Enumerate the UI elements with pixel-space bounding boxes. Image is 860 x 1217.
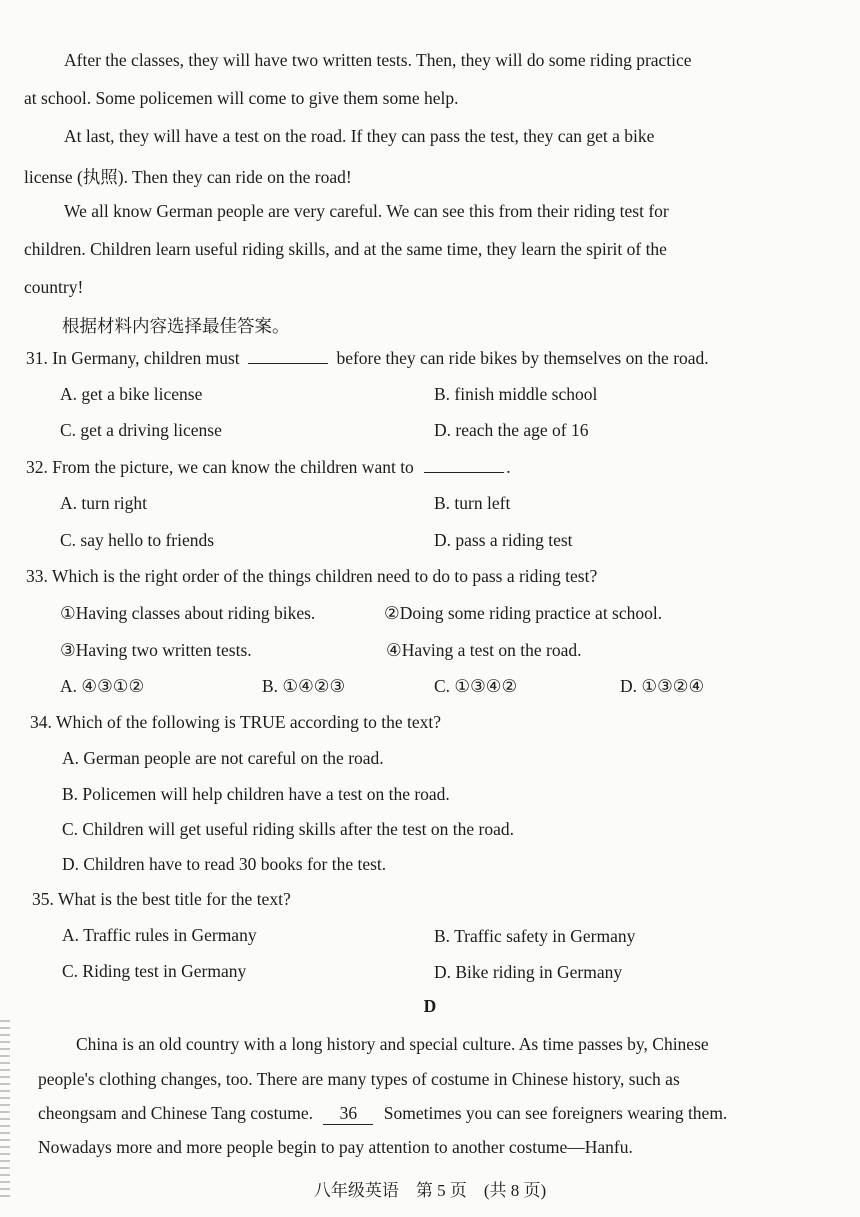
option-b: B. Traffic safety in Germany [434,926,636,946]
step-1: ①Having classes about riding bikes. [60,603,316,623]
passage-line: We all know German people are very careful. We can see this from their riding test for [64,201,669,221]
question-34: 34. Which of the following is TRUE according to the text? [30,712,442,732]
step-2: ②Doing some riding practice at school. [384,603,663,623]
scan-edge-marks [0,1020,10,1200]
option-b: B. turn left [434,493,511,513]
passage-line: license (执照). Then they can ride on the road! [24,167,352,187]
question-31 [26,348,709,369]
page-footer: 八年级英语 第 5 页 (共 8 页) [313,1181,547,1200]
question-35: 35. What is the best title for the text? [32,889,291,909]
passage-line: country! [24,277,84,297]
passage-line: children. Children learn useful riding skills, and at the same time, they learn the spirit of the [24,239,667,259]
option-c: C. get a driving license [60,420,222,440]
question-33: 33. Which is the right order of the things children need to do to pass a riding test? [26,566,598,586]
cloze-blank-36: 36 [323,1103,373,1125]
passage-text: Sometimes you can see foreigners wearing them. [383,1103,728,1123]
passage-line: After the classes, they will have two written tests. Then, they will do some riding practice [64,50,692,70]
option-a: A. ④③①② [60,676,145,696]
question-stem: 32. From the picture, we can know the children want to [26,457,414,477]
option-b: B. finish middle school [434,384,598,404]
answer-blank [248,363,328,364]
passage-line [38,1103,727,1125]
question-32 [26,457,511,478]
option-a: A. get a bike license [60,384,203,404]
instruction: 根据材料内容选择最佳答案。 [62,316,290,336]
option-a: A. Traffic rules in Germany [62,925,257,945]
passage-line: at school. Some policemen will come to give them some help. [24,88,459,108]
step-4: ④Having a test on the road. [386,640,582,660]
option-c: C. ①③④② [434,676,518,696]
option-d: D. Children have to read 30 books for the test. [62,854,387,874]
passage-line: people's clothing changes, too. There are many types of costume in Chinese history, such as [38,1069,680,1089]
passage-line: China is an old country with a long history and special culture. As time passes by, Chinese [76,1034,709,1054]
option-a: A. German people are not careful on the road. [62,748,384,768]
option-c: C. Riding test in Germany [62,961,247,981]
question-stem: . [506,457,511,477]
option-b: B. ①④②③ [262,676,346,696]
option-a: A. turn right [60,493,148,513]
option-d: D. pass a riding test [434,530,573,550]
passage-line: Nowadays more and more people begin to pay attention to another costume—Hanfu. [38,1137,633,1157]
passage-line: At last, they will have a test on the road. If they can pass the test, they can get a bike [64,126,655,146]
option-d: D. ①③②④ [620,676,705,696]
question-stem: 31. In Germany, children must [26,348,240,368]
option-b: B. Policemen will help children have a test on the road. [62,784,450,804]
step-3: ③Having two written tests. [60,640,252,660]
answer-blank [424,472,504,473]
option-c: C. say hello to friends [60,530,215,550]
option-c: C. Children will get useful riding skills after the test on the road. [62,819,515,839]
passage-text: cheongsam and Chinese Tang costume. [38,1103,313,1123]
option-d: D. reach the age of 16 [434,420,589,440]
question-stem: before they can ride bikes by themselves on the road. [336,348,709,368]
section-heading: D [423,996,437,1016]
option-d: D. Bike riding in Germany [434,962,623,982]
